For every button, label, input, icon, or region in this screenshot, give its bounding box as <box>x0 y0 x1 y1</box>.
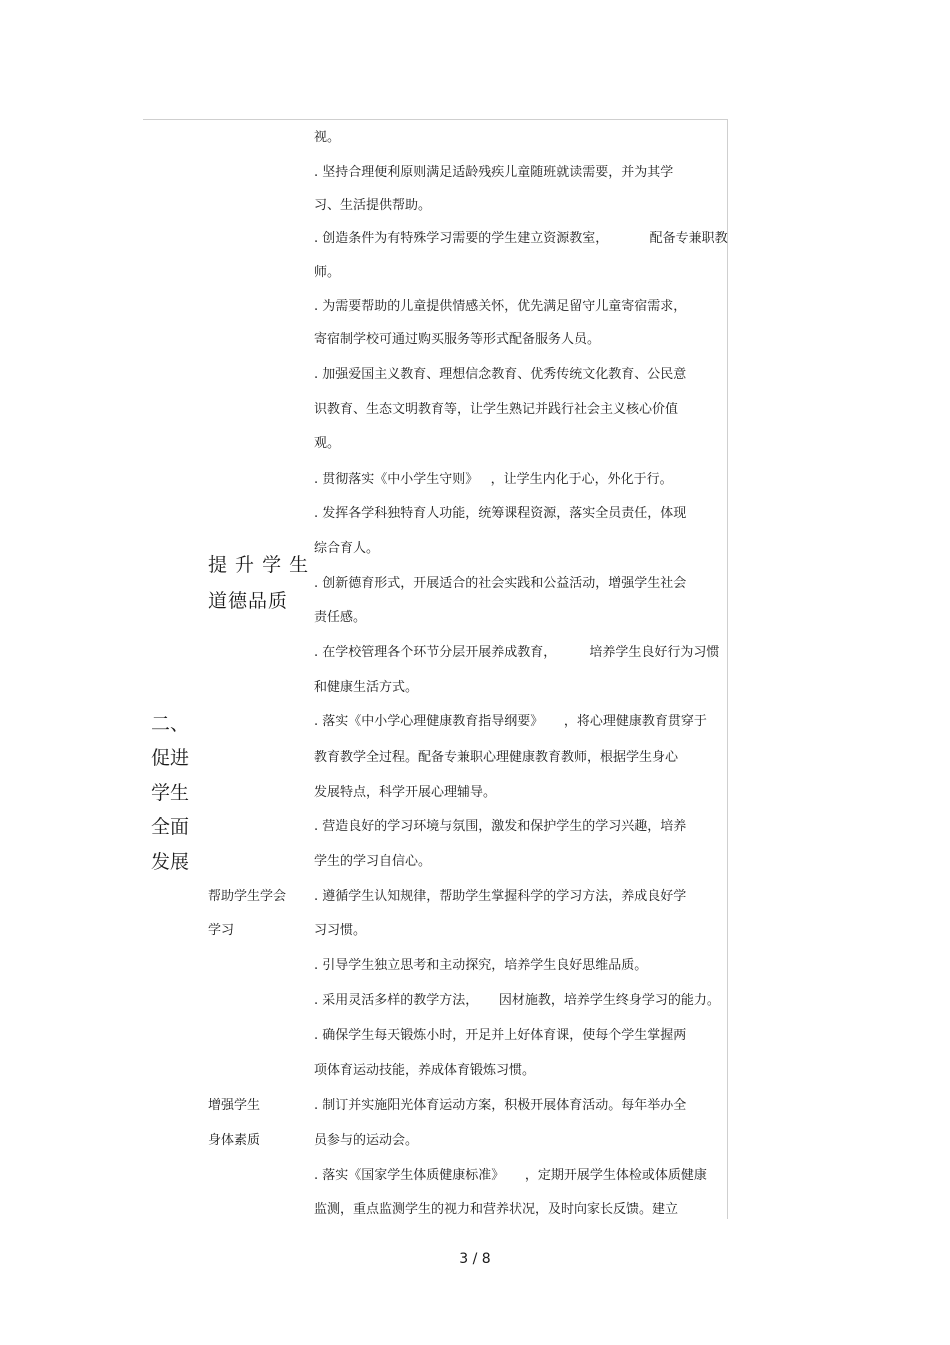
content-line: 识教育、生态文明教育等，让学生熟记并践行社会主义核心价值 <box>314 402 679 417</box>
content-line: . 加强爱国主义教育、理想信念教育、优秀传统文化教育、公民意 <box>314 367 687 382</box>
content-line: 和健康生活方式。 <box>314 680 419 695</box>
content-line: 项体育运动技能，养成体育锻炼习惯。 <box>314 1063 536 1078</box>
content-line: 观。 <box>314 436 341 451</box>
content-line: . 确保学生每天锻炼小时，开足并上好体育课，使每个学生掌握两 <box>314 1028 687 1043</box>
section-number: 二、 <box>151 713 190 735</box>
content-line: 视。 <box>314 130 341 145</box>
content-line: 习、生活提供帮助。 <box>314 198 432 213</box>
content-line: . 引导学生独立思考和主动探究，培养学生良好思维品质。 <box>314 958 648 973</box>
content-line: 综合育人。 <box>314 541 380 556</box>
subsection-moral-title: 提 升 学 生 <box>208 554 310 576</box>
content-line: . 贯彻落实《中小学生守则》 ，让学生内化于心，外化于行。 <box>314 472 673 487</box>
content-line: . 在学校管理各个环节分层开展养成教育， 培养学生良好行为习惯 <box>314 645 720 660</box>
section-title-line: 全面 <box>151 816 190 838</box>
content-line: 学生的学习自信心。 <box>314 854 432 869</box>
content-line: . 采用灵活多样的教学方法， 因材施教，培养学生终身学习的能力。 <box>314 993 720 1008</box>
content-line: . 营造良好的学习环境与氛围，激发和保护学生的学习兴趣，培养 <box>314 819 687 834</box>
content-line: . 创新德育形式，开展适合的社会实践和公益活动，增强学生社会 <box>314 576 687 591</box>
content-line: 师。 <box>314 265 341 280</box>
table-top-border <box>143 119 728 120</box>
subsection-learning-title: 帮助学生学会 <box>208 889 287 904</box>
content-line: . 制订并实施阳光体育运动方案，积极开展体育活动。每年举办全 <box>314 1098 687 1113</box>
table-right-border <box>727 119 728 1219</box>
page-number: 3 / 8 <box>459 1251 491 1267</box>
content-line: . 创造条件为有特殊学习需要的学生建立资源教室， 配备专兼职教 <box>314 231 728 246</box>
content-line: 教育教学全过程。配备专兼职心理健康教育教师，根据学生身心 <box>314 750 679 765</box>
content-line: 习习惯。 <box>314 923 367 938</box>
content-line: . 落实《国家学生体质健康标准》 ，定期开展学生体检或体质健康 <box>314 1168 707 1183</box>
section-title-line: 促进 <box>151 747 190 769</box>
subsection-physical-title: 身体素质 <box>208 1133 261 1148</box>
content-line: 寄宿制学校可通过购买服务等形式配备服务人员。 <box>314 332 601 347</box>
content-line: 责任感。 <box>314 610 367 625</box>
content-line: . 为需要帮助的儿童提供情感关怀，优先满足留守儿童寄宿需求， <box>314 299 687 314</box>
subsection-learning-title: 学习 <box>208 923 235 938</box>
subsection-physical-title: 增强学生 <box>208 1098 261 1113</box>
content-line: 发展特点，科学开展心理辅导。 <box>314 785 497 800</box>
section-title-line: 学生 <box>151 782 190 804</box>
subsection-moral-title: 道德品质 <box>208 590 289 612</box>
section-title-line: 发展 <box>151 851 190 873</box>
content-line: . 坚持合理便利原则满足适龄残疾儿童随班就读需要，并为其学 <box>314 165 674 180</box>
content-line: . 遵循学生认知规律，帮助学生掌握科学的学习方法，养成良好学 <box>314 889 687 904</box>
content-line: . 发挥各学科独特育人功能，统筹课程资源，落实全员责任，体现 <box>314 506 687 521</box>
content-line: . 落实《中小学心理健康教育指导纲要》 ，将心理健康教育贯穿于 <box>314 714 707 729</box>
content-line: 监测，重点监测学生的视力和营养状况，及时向家长反馈。建立 <box>314 1202 679 1217</box>
content-line: 员参与的运动会。 <box>314 1133 419 1148</box>
